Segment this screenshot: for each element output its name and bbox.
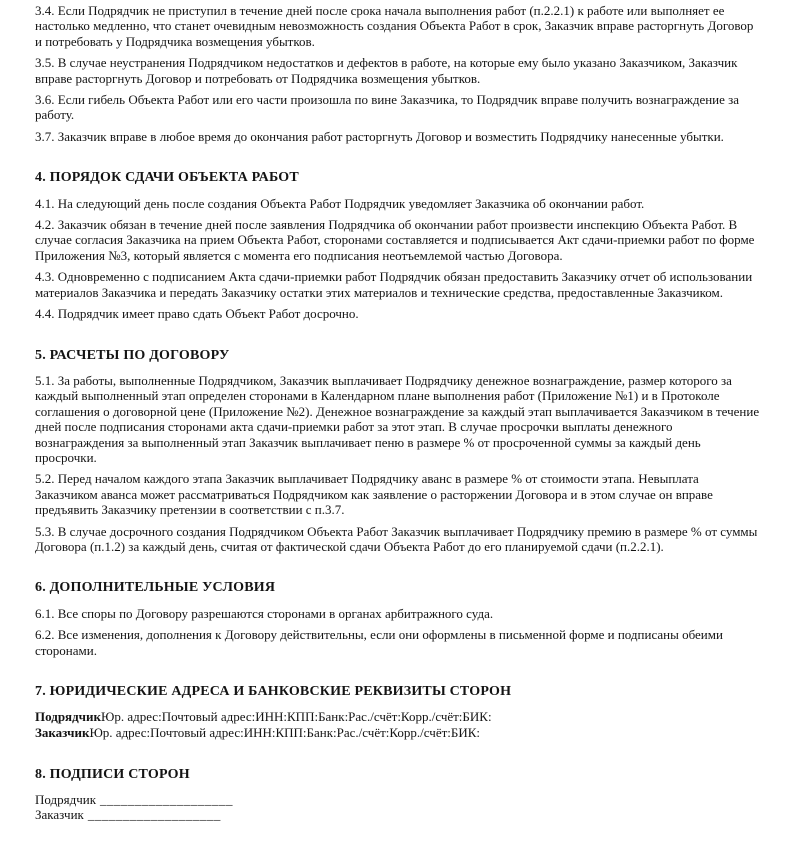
signature-contractor-name: Подрядчик — [35, 792, 97, 807]
signatures-block — [35, 792, 760, 823]
signature-customer-line: ___________________ — [87, 807, 221, 823]
section-6-heading: 6. ДОПОЛНИТЕЛЬНЫЕ УСЛОВИЯ — [35, 580, 276, 596]
clause-5-3: 5.3. В случае досрочного создания Подрядчиком Объекта Работ Заказчик выплачивает Подрядчику премию в размере % от суммы Договора (п.1.2) за каждый день, считая от фактической сдачи Объекта Работ до его планируемой сдачи (п.2.2.1). — [35, 523, 758, 554]
section-5-heading: 5. РАСЧЕТЫ ПО ДОГОВОРУ — [35, 347, 230, 363]
requisites-customer-details: Юр. адрес:Почтовый адрес:ИНН:КПП:Банк:Рас./счёт:Корр./счёт:БИК: — [89, 725, 481, 740]
clause-4-2: 4.2. Заказчик обязан в течение дней после заявления Подрядчика об окончании работ произвести инспекцию Объекта Работ. В случае согласия Заказчика на прием Объекта Работ, сторонами составляется и подписывается Акт сдачи-приемки работ по форме Приложения №3, который является с момента его подписания неотъемлемой частью Договора. — [35, 217, 755, 263]
clause-5-2: 5.2. Перед началом каждого этапа Заказчик выплачивает Подрядчику аванс в размере % от стоимости этапа. Невыплата Заказчиком аванса может рассматриваться Подрядчиком как заявление о расторжении Договора и в этом случае он вправе предъявить Заказчику претензии в соответствии с п.3.7. — [35, 471, 713, 518]
requisites-contractor-name: Подрядчик — [35, 709, 101, 725]
section-7-heading: 7. ЮРИДИЧЕСКИЕ АДРЕСА И БАНКОВСКИЕ РЕКВИЗИТЫ СТОРОН — [35, 684, 512, 699]
clause-5-1: 5.1. За работы, выполненные Подрядчиком, Заказчик выплачивает Подрядчику денежное вознаграждение, размер которого за каждый выполненный этап определен сторонами в Календарном плане выполнения работ (Приложение №1) и в Протоколе соглашения о договорной цене (Приложение №2). Денежное вознаграждение за каждый этап выплачивается Заказчиком в течение дней после подписания сторонами акта сдачи-приемки работ за этот этап. В случае просрочки выплаты денежного вознаграждения за выполненный этап Заказчик выплачивает пеню в размере % от просроченной суммы за каждый день просрочки. — [35, 372, 760, 465]
clause-3-6: 3.6. Если гибель Объекта Работ или его части произошла по вине Заказчика, то Подрядчик вправе получить вознаграждение за работу. — [35, 92, 740, 123]
requisites-customer-name: Заказчик — [35, 725, 90, 740]
clause-4-4: 4.4. Подрядчик имеет право сдать Объект Работ досрочно. — [35, 306, 359, 322]
clause-3-5: 3.5. В случае неустранения Подрядчиком недостатков и дефектов в работе, на которые ему было указано Заказчиком, Заказчик вправе расторгнуть Договор и потребовать от Подрядчика возмещения убытков. — [35, 55, 738, 86]
signature-customer-name: Заказчик — [35, 807, 84, 823]
clause-6-1: 6.1. Все споры по Договору разрешаются сторонами в органах арбитражного суда. — [35, 605, 494, 621]
clause-6-2: 6.2. Все изменения, дополнения к Договору действительны, если они оформлены в письменной форме и подписаны обеими сторонами. — [35, 627, 723, 658]
clause-3-4: 3.4. Если Подрядчик не приступил в течение дней после срока начала выполнения работ (п.2.2.1) к работе или выполняет ее настолько медленно, что станет очевидным невозможность создания Объекта Работ в срок, Заказчик вправе расторгнуть Договор и потребовать у Подрядчика возмещения убытков. — [35, 3, 754, 49]
section-4-heading: 4. ПОРЯДОК СДАЧИ ОБЪЕКТА РАБОТ — [35, 170, 299, 186]
requisites-contractor — [35, 709, 760, 725]
clause-4-1: 4.1. На следующий день после создания Объекта Работ Подрядчик уведомляет Заказчика об окончании работ. — [35, 195, 645, 211]
clause-3-7: 3.7. Заказчик вправе в любое время до окончания работ расторгнуть Договор и возместить Подрядчику нанесенные убытки. — [35, 128, 724, 144]
signature-contractor — [35, 792, 760, 807]
clause-4-3: 4.3. Одновременно с подписанием Акта сдачи-приемки работ Подрядчик обязан предоставить Заказчику отчет об использовании материалов Заказчика и передать Заказчику остатки этих материалов и технические средства, предоставленные Заказчиком. — [35, 269, 753, 300]
requisites-contractor-details: Юр. адрес:Почтовый адрес:ИНН:КПП:Банк:Рас./счёт:Корр./счёт:БИК: — [100, 709, 492, 725]
requisites-block — [35, 709, 760, 740]
section-8-heading: 8. ПОДПИСИ СТОРОН — [35, 766, 190, 782]
requisites-customer — [35, 725, 760, 741]
signature-customer — [35, 807, 760, 822]
signature-contractor-line: ___________________ — [100, 792, 234, 807]
